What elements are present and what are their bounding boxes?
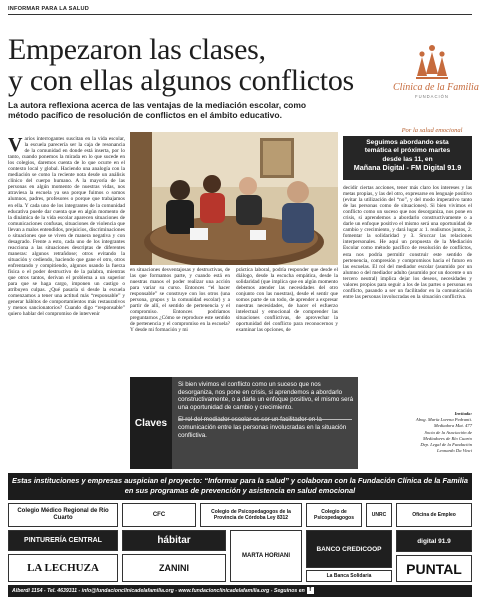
sponsor-logo: MARTA HORIANI [230, 530, 302, 582]
section-tag: INFORMAR PARA LA SALUD [8, 6, 89, 12]
article-column-4: decidir ciertas acciones, tener más claro los intereses y las metas propias, y las del otro, expresarse en lenguaje positivo (evitar la utilización del “no”, y del modo imperativo tanto de las personas como de situaciones). Si bien vivimos el conflicto como un suceso que nos desorganiza, nos pone en crisis, si aprendemos a abordarlo constructivamente o a darle un enfoque positivo el mismo será una oportunidad de cambio y crecimiento, y dará lugar a: 1. realismos juntos, 2. fomentar la solidaridad y 3. Sruccar las relaciones interpersonales. He aquí un propuesta de la Mediación Escolar como método pacífico de resolución de conflictos, esta nos podría permitir construir este sentido de pertenencia, compresión y compromisos hacia el futuro en las escuelas. El rol del mediador escolar (asumido por un alumno o del mediador adulto (asumido por un docente o un tercero neutral) implica dejar los deseos, necesidades y valores propios para seguir a los de las partes o personas en conflicto, pasando a ser un facilitador en la comunicación entre las personas involucradas en la situación conflictiva. [343, 185, 472, 300]
sponsor-logo: La Banca Solidaria [306, 570, 392, 582]
headline-line-2: y con ellas algunos conflictos [8, 64, 354, 97]
headline [8, 34, 388, 96]
footer-text: Alberdi 1154 - Tel. 4639311 - info@fundacionclinicadelafamilia.org - www.fundacionclinicadelafamilia.org - Seguinos en [12, 588, 305, 594]
sponsors-grid [8, 503, 472, 583]
claves-point-2: comunicación entre las personas involucradas en la situación conflictiva. [178, 423, 347, 439]
sponsor-logo: Colegio de Psicopedagogos de la Provincia de Córdoba Ley 8312 [200, 503, 302, 527]
sponsor-logo: PINTURERÍA CENTRAL [8, 530, 118, 551]
meeting-photo-image [130, 132, 338, 265]
footer-contact [8, 585, 472, 597]
claves-label: Claves [130, 377, 172, 469]
claves-divider [178, 419, 352, 420]
facebook-icon[interactable]: f [307, 587, 314, 594]
logo-tagline: Por la salud emocional [401, 127, 463, 134]
article-photo [130, 132, 338, 265]
radio-promo-box [343, 136, 472, 180]
subheadline: La autora reflexiona acerca de las ventajas de la mediación escolar, como método pacífico de resolución de conflictos en el ámbito educativo. [8, 100, 307, 120]
sponsor-logo: BANCO CREDICOOP [306, 530, 392, 568]
credits-line: Mediadora Mat. 477 [433, 423, 472, 429]
credits-line: Leonardo Da Vinci [437, 448, 472, 454]
promo-line-1: Seguimos abordando esta [366, 139, 449, 146]
sponsor-logo: Oficina de Empleo [396, 503, 472, 527]
sponsor-logo: Colegio de Psicopedagogos [306, 503, 362, 527]
family-logo-icon [412, 44, 452, 82]
credits-line: Abog. María Lorena Pedranti. [415, 417, 472, 423]
promo-line-4: Mañana Digital - FM Digital 91.9 [353, 163, 462, 173]
foundation-logo [393, 44, 479, 114]
sponsor-logo: LA LECHUZA [8, 554, 118, 582]
promo-line-3: desde las 11, en [382, 155, 433, 163]
credits-line: Socia de la Asociación de [424, 429, 472, 435]
sponsor-logo: hábitar [122, 530, 226, 551]
credits-line: Dep. Legal de la Fundación [420, 442, 472, 448]
sponsor-logo: digital 91.9 [396, 530, 472, 552]
headline-line-1: Empezaron las clases, [8, 33, 266, 66]
section-rule [8, 14, 472, 15]
drop-cap: V [8, 136, 23, 156]
sponsor-logo: CFC [122, 503, 196, 527]
sponsor-logo: UNRC [366, 503, 392, 527]
promo-line-2: temática el próximo martes [364, 147, 451, 155]
claves-point-1: Si bien vivimos el conflicto como un suceso que nos desorganiza, nos pone en crisis, si aprendemos a abordarlo constructivamente, o a darle un enfoque positivo, el mismo será una oportunidad de cambio y crecimiento. [178, 381, 354, 411]
logo-name: Clínica de la Familia [393, 82, 479, 93]
sponsor-logo: Colegio Médico Regional de Río Cuarto [8, 503, 118, 527]
claves-text [178, 381, 354, 439]
column-1-text: arios interrogantes suscitan en la vida escolar, la escuela parecería ser la caja de resonancia de la comunidad en donde está inserta, por lo tanto, cuando ponemos la mirada en lo que sucede en los colegios, daremos cuenta de lo que ocurre en el contexto local y global. Haciendo una analogía con la mediación se como la reciente nota desde un análisis clínico del cuerpo humano. A la mayoría de las personas en algún momento de nuestras vidas, nos atraviesa la escuela ya sea porque fuimos o somos alumnos, padres, profesores o porque que trabajamos en ella. Y cada uno de los integrantes de la comunidad educativa puede dar cuenta que en algún momento de la dinámica de la vida escolar aparecen situaciones de comunicaciones confusas, situaciones de violencia que llevan a malos entendidos, prejuicios, discriminaciones o situaciones que se viven de manera negativa y con desagrado. Frente a esto, cada uno de los integrantes reacciona a las situaciones descriptas de diferentes maneras: algunos retrañdose; otros evitando la situación y cediendo, haciendo que gane el otro, otros enfrentando y compitiendo, algunos usando la fuerza física o el poder destructivo de la palabra, mientras que otros tantos, derivan el problema a un superior para que se haga cargo, imponen un castigo o atribuyen culpas. ¿Qué pasaría si desde la escuela comenzamos a tener una actitud más “responsable” y generar hábitos de comportamientos más restaurativos y menos sancionatorios? Cuando digo “responsable” quiero hablar del compromiso de intervenir [8, 136, 125, 318]
sponsor-logo: PUNTAL [396, 555, 472, 582]
article-column-3: práctica laboral, podría responder que desde el diálogo, desde la escucha empática, desde la solidaridad (que implica que en algún momento debemos atender las necesidades del otro conjunto con las nuestras), desde el sentir que somos parte de un todo, de aprender a expresar nuestras necesidades, de hacer el esfuerzo intelectual y emocional de comprender las situaciones conflictivas, de aprovechar la oportunidad del conflicto para reconocernos y examinar las opciones, de [236, 267, 338, 334]
sponsor-logo: ZANINI [122, 554, 226, 582]
guest-credits [360, 411, 472, 454]
article-column-2: en situaciones desventajosas y destructivas, de las que formamos parte, y cuando está en nuestras manos el poder realizar una acción para variar su curso. Entonces “el hacer responsable” se construye con los otros (una persona, grupos y la comunidad escolar) y a partir de allí, el sentido de pertenencia y el compromiso. Entonces podríamos preguntarnos ¿Cómo se reproduce este sentido de pertenencia y el compromiso en la escuela? Y desde mi formación y mi [130, 267, 230, 334]
credits-label: Invitada: [454, 411, 472, 416]
sponsors-banner: Estas instituciones y empresas auspician el proyecto: “Informar para la salud” y colaboran con la Fundación Clínica de la Familia en sus programas de prevención y asistencia en salud emocional [8, 473, 472, 500]
credits-line: Mediadores de Río Cuarto [423, 435, 472, 441]
logo-sub: FUNDACIÓN [415, 94, 449, 99]
